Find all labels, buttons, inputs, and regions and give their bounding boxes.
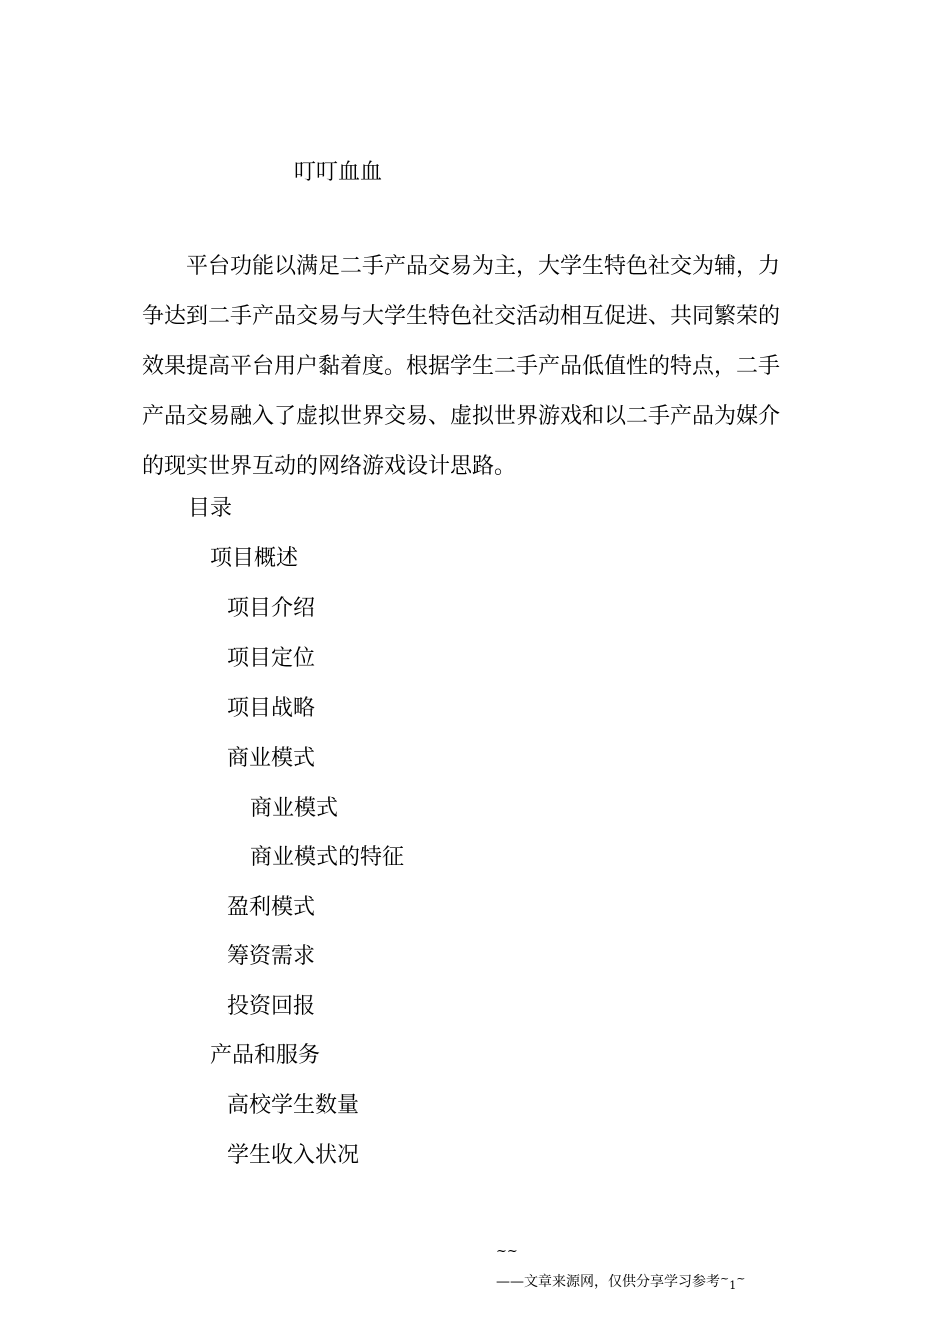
toc-item-business-model-features: 商业模式的特征: [250, 845, 405, 870]
toc-item-business-model-sub: 商业模式: [250, 796, 339, 821]
toc-item-project-intro: 项目介绍: [227, 596, 316, 621]
paragraph-line: 产品交易融入了虚拟世界交易、虚拟世界游戏和以二手产品为媒介: [142, 404, 781, 429]
paragraph-line: 平台功能以满足二手产品交易为主，大学生特色社交为辅，力: [142, 254, 781, 279]
toc-item-project-strategy: 项目战略: [227, 696, 316, 721]
paragraph-line: 争达到二手产品交易与大学生特色社交活动相互促进、共同繁荣的: [142, 304, 781, 329]
footer-tilde-after: ~: [736, 1272, 746, 1285]
toc-item-student-count: 高校学生数量: [227, 1093, 360, 1118]
toc-item-funding-needs: 筹资需求: [227, 944, 316, 969]
footer-text: ——文章来源网，仅供分享学习参考: [496, 1274, 720, 1290]
footer-tilde-before: ~: [720, 1272, 730, 1285]
document-title: 叮叮血血: [294, 160, 383, 185]
toc-item-products-services: 产品和服务: [210, 1043, 321, 1068]
toc-heading: 目录: [188, 496, 233, 521]
toc-item-profit-model: 盈利模式: [227, 895, 316, 920]
paragraph-line: 效果提高平台用户黏着度。根据学生二手产品低值性的特点，二手: [142, 354, 781, 379]
toc-item-project-positioning: 项目定位: [227, 646, 316, 671]
toc-item-student-income: 学生收入状况: [227, 1143, 360, 1168]
paragraph-line: 的现实世界互动的网络游戏设计思路。: [142, 454, 517, 479]
body-paragraph: [142, 242, 802, 492]
toc-item-investment-return: 投资回报: [227, 994, 316, 1019]
footer-source-note: [496, 1270, 745, 1295]
page-number: 1: [729, 1279, 737, 1292]
toc-item-project-overview: 项目概述: [210, 546, 299, 571]
toc-item-business-model: 商业模式: [227, 746, 316, 771]
footer-mark: ~~: [496, 1244, 518, 1259]
